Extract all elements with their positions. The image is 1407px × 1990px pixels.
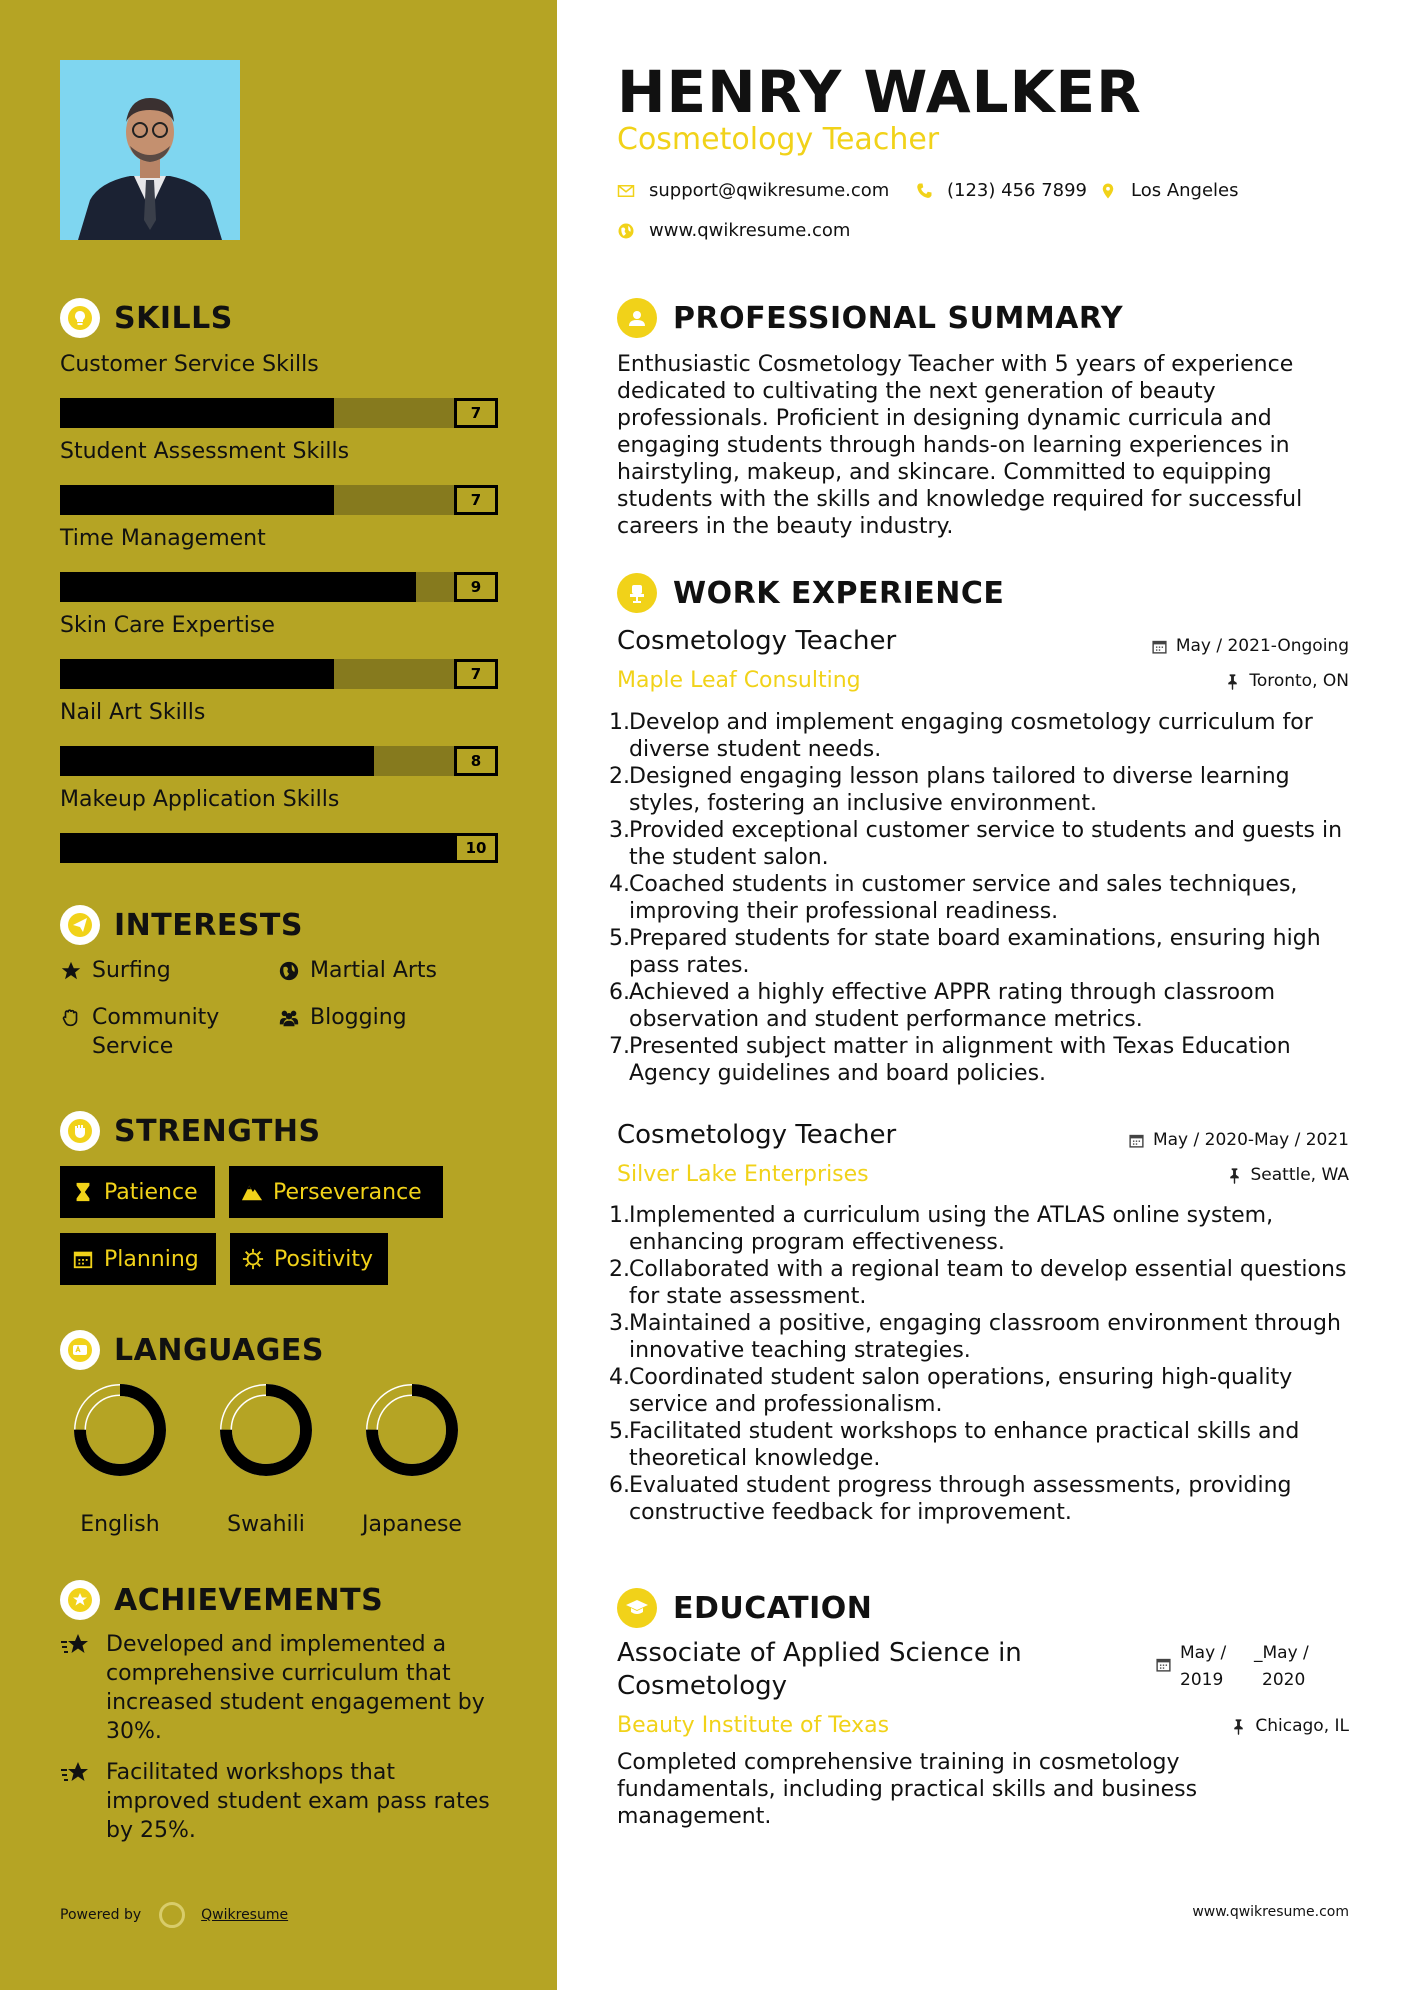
job-location	[1224, 671, 1349, 691]
responsibility-item	[609, 763, 1359, 817]
education-date	[1155, 1640, 1309, 1694]
language-item	[342, 1380, 482, 1537]
item-number: 3.	[609, 1311, 630, 1336]
language-item	[196, 1380, 336, 1537]
calendar-icon	[1128, 1132, 1145, 1149]
language-label: English	[80, 1512, 160, 1537]
hand-icon	[60, 1007, 82, 1029]
strength-label: Patience	[104, 1179, 198, 1205]
language-item	[50, 1380, 190, 1537]
pushpin-icon	[1230, 1718, 1247, 1735]
fist-icon	[60, 1111, 100, 1151]
shooting-star-icon	[60, 1630, 90, 1660]
item-number: 4.	[609, 1365, 630, 1390]
item-number: 1.	[609, 710, 630, 735]
skills-title: SKILLS	[114, 300, 233, 336]
strength-label: Perseverance	[273, 1179, 422, 1205]
responsibility-text: Coordinated student salon operations, ensuring high-quality service and professionalism.	[629, 1365, 1293, 1417]
job-responsibilities	[609, 1202, 1359, 1526]
interest-blogging	[278, 1003, 407, 1032]
contact-phone[interactable]	[915, 180, 1087, 201]
interest-label: Martial Arts	[310, 958, 438, 983]
interest-label: Surfing	[92, 958, 171, 983]
skill-item	[60, 437, 498, 515]
date-start-line: May /	[1180, 1643, 1227, 1663]
skill-label: Skin Care Expertise	[60, 613, 275, 638]
star-icon	[60, 960, 82, 982]
responsibility-item	[609, 1256, 1359, 1310]
strength-label: Planning	[104, 1246, 199, 1272]
powered-by	[60, 1902, 288, 1928]
job-date	[1151, 636, 1349, 656]
achievement-text: Facilitated workshops that improved student exam pass rates by 25%.	[106, 1760, 490, 1843]
strength-positivity	[230, 1233, 388, 1285]
strengths-title: STRENGTHS	[114, 1113, 321, 1149]
education-description: Completed comprehensive training in cosmetology fundamentals, including practical skills and business management.	[617, 1750, 1198, 1829]
date-end-line: _May /	[1254, 1643, 1309, 1663]
calendar-icon	[72, 1248, 94, 1270]
job-location-text: Toronto, ON	[1249, 671, 1349, 691]
skill-label: Makeup Application Skills	[60, 787, 340, 812]
responsibility-item	[609, 817, 1359, 871]
job-company: Maple Leaf Consulting	[617, 668, 861, 693]
achievement-item	[60, 1758, 500, 1845]
sun-icon	[242, 1248, 264, 1270]
skill-label: Time Management	[60, 526, 266, 551]
interest-label: Community Service	[92, 1005, 220, 1059]
responsibility-item	[609, 1202, 1359, 1256]
contact-location	[1099, 180, 1239, 201]
responsibility-item	[609, 1364, 1359, 1418]
calendar-icon	[1151, 638, 1168, 655]
responsibility-item	[609, 1033, 1359, 1087]
skill-bar-fill	[60, 659, 334, 689]
responsibility-item	[609, 709, 1359, 763]
responsibility-text: Prepared students for state board examinations, ensuring high pass rates.	[629, 926, 1321, 978]
skill-value: 7	[454, 659, 498, 689]
responsibility-text: Develop and implement engaging cosmetology curriculum for diverse student needs.	[629, 710, 1313, 762]
calendar-icon	[1155, 1656, 1172, 1673]
skill-item	[60, 785, 498, 863]
language-icon	[60, 1330, 100, 1370]
skill-item	[60, 350, 498, 428]
strength-perseverance	[229, 1166, 443, 1218]
item-number: 2.	[609, 764, 630, 789]
education-title: EDUCATION	[673, 1590, 873, 1626]
skill-bar	[60, 572, 498, 602]
footer-url[interactable]: www.qwikresume.com	[1192, 1904, 1349, 1920]
strength-planning	[60, 1233, 216, 1285]
job-title: Cosmetology Teacher	[617, 1120, 897, 1150]
date-start-year: 2019	[1180, 1670, 1224, 1690]
responsibility-text: Achieved a highly effective APPR rating through classroom observation and student performance metrics.	[629, 980, 1276, 1032]
website-text: www.qwikresume.com	[649, 220, 851, 241]
lightbulb-icon	[60, 298, 100, 338]
item-number: 2.	[609, 1257, 630, 1282]
responsibility-item	[609, 979, 1359, 1033]
responsibility-text: Coached students in customer service and sales techniques, improving their professional readiness.	[629, 872, 1298, 924]
language-ring	[70, 1380, 170, 1480]
job-company: Silver Lake Enterprises	[617, 1162, 869, 1187]
school-name: Beauty Institute of Texas	[617, 1713, 890, 1738]
skill-bar-fill	[60, 398, 334, 428]
candidate-name: HENRY WALKER	[617, 58, 1142, 126]
skill-bar	[60, 746, 498, 776]
responsibility-text: Maintained a positive, engaging classroom environment through innovative teaching strategies.	[629, 1311, 1341, 1363]
interest-surfing	[60, 956, 171, 985]
degree-line-2: Cosmetology	[617, 1671, 788, 1701]
skill-label: Nail Art Skills	[60, 700, 206, 725]
responsibility-text: Designed engaging lesson plans tailored to diverse learning styles, fostering an inclusive environment.	[629, 764, 1290, 816]
education-location	[1230, 1716, 1349, 1736]
responsibility-text: Provided exceptional customer service to students and guests in the student salon.	[629, 818, 1343, 870]
pushpin-icon	[1226, 1167, 1243, 1184]
work-title: WORK EXPERIENCE	[673, 575, 1005, 611]
item-number: 5.	[609, 926, 630, 951]
responsibility-item	[609, 1310, 1359, 1364]
globe-icon	[617, 222, 635, 240]
map-pin-icon	[1099, 182, 1117, 200]
hourglass-icon	[72, 1181, 94, 1203]
responsibility-text: Facilitated student workshops to enhance practical skills and theoretical knowledge.	[629, 1419, 1300, 1471]
achievements-header	[60, 1580, 383, 1620]
skill-value: 7	[454, 485, 498, 515]
skill-bar-fill	[60, 833, 454, 863]
education-date-start	[1180, 1640, 1254, 1694]
skills-header	[60, 298, 233, 338]
person-image	[60, 60, 240, 240]
skill-label: Student Assessment Skills	[60, 439, 350, 464]
responsibility-item	[609, 871, 1359, 925]
item-number: 5.	[609, 1419, 630, 1444]
users-icon	[278, 1007, 300, 1029]
skill-bar	[60, 485, 498, 515]
responsibility-text: Evaluated student progress through assessments, providing constructive feedback for improvement.	[629, 1473, 1292, 1525]
item-number: 7.	[609, 1034, 630, 1059]
achievement-text: Developed and implemented a comprehensive curriculum that increased student engagement by 30%.	[106, 1632, 485, 1744]
summary-header	[617, 298, 1123, 338]
skill-bar-fill	[60, 572, 416, 602]
skill-value: 10	[454, 833, 498, 863]
skill-bar-fill	[60, 746, 374, 776]
globe-icon	[278, 960, 300, 982]
interest-label: Blogging	[310, 1005, 407, 1030]
skill-label: Customer Service Skills	[60, 352, 319, 377]
language-ring	[362, 1380, 462, 1480]
skill-value: 8	[454, 746, 498, 776]
qwikresume-link[interactable]: Qwikresume	[201, 1907, 289, 1923]
language-label: Swahili	[227, 1512, 305, 1537]
date-end-year: 2020	[1262, 1670, 1306, 1690]
skill-item	[60, 698, 498, 776]
email-text: support@qwikresume.com	[649, 180, 890, 201]
job-location-text: Seattle, WA	[1250, 1165, 1349, 1185]
interest-martial-arts	[278, 956, 437, 985]
paper-plane-icon	[60, 905, 100, 945]
education-header	[617, 1588, 872, 1628]
mountain-icon	[241, 1181, 263, 1203]
contact-email[interactable]	[617, 180, 889, 201]
user-icon	[617, 298, 657, 338]
education-date-end	[1254, 1640, 1309, 1694]
sidebar	[0, 0, 557, 1990]
candidate-role: Cosmetology Teacher	[617, 122, 940, 157]
item-number: 1.	[609, 1203, 630, 1228]
responsibility-item	[609, 1472, 1359, 1526]
responsibility-item	[609, 1418, 1359, 1472]
phone-text: (123) 456 7899	[947, 180, 1088, 201]
shooting-star-icon	[60, 1758, 90, 1788]
item-number: 6.	[609, 980, 630, 1005]
skill-bar	[60, 659, 498, 689]
main-content	[557, 0, 1407, 1990]
skill-item	[60, 611, 498, 689]
summary-title: PROFESSIONAL SUMMARY	[673, 300, 1124, 336]
skill-value: 7	[454, 398, 498, 428]
summary-text: Enthusiastic Cosmetology Teacher with 5 years of experience dedicated to cultivating the next generation of beauty professionals. Proficient in designing dynamic curricula and engaging students through hands-on learning experiences in hairstyling, makeup, and skincare. Committed to equipping students with the skills and knowledge required for successful careers in the beauty industry.	[617, 352, 1303, 539]
skill-bar	[60, 398, 498, 428]
skill-value: 9	[454, 572, 498, 602]
responsibility-text: Collaborated with a regional team to develop essential questions for state assessment.	[629, 1257, 1347, 1309]
interest-community-service	[60, 1003, 260, 1061]
languages-title: LANGUAGES	[114, 1332, 324, 1368]
degree-line-1: Associate of Applied Science in	[617, 1638, 1022, 1668]
pushpin-icon	[1224, 673, 1241, 690]
strengths-header	[60, 1111, 321, 1151]
interests-header	[60, 905, 303, 945]
responsibility-item	[609, 925, 1359, 979]
strength-label: Positivity	[274, 1246, 374, 1272]
responsibility-text: Implemented a curriculum using the ATLAS online system, enhancing program effectiveness.	[629, 1203, 1274, 1255]
star-badge-icon	[60, 1580, 100, 1620]
education-location-text: Chicago, IL	[1255, 1716, 1349, 1736]
language-ring	[216, 1380, 316, 1480]
interests-title: INTERESTS	[114, 907, 303, 943]
job-date-text: May / 2021-Ongoing	[1175, 636, 1349, 656]
strength-patience	[60, 1166, 215, 1218]
achievement-item	[60, 1630, 500, 1746]
languages-header	[60, 1330, 324, 1370]
skill-bar	[60, 833, 498, 863]
skill-bar-fill	[60, 485, 334, 515]
phone-icon	[915, 182, 933, 200]
item-number: 6.	[609, 1473, 630, 1498]
item-number: 3.	[609, 818, 630, 843]
briefcase-chair-icon	[617, 573, 657, 613]
degree-title	[617, 1637, 1022, 1703]
job-date	[1128, 1130, 1349, 1150]
job-date-text: May / 2020-May / 2021	[1152, 1130, 1349, 1150]
profile-photo	[60, 60, 240, 240]
powered-prefix: Powered by	[60, 1907, 142, 1923]
work-header	[617, 573, 1004, 613]
envelope-icon	[617, 182, 635, 200]
achievements-title: ACHIEVEMENTS	[114, 1582, 384, 1618]
job-title: Cosmetology Teacher	[617, 626, 897, 656]
language-label: Japanese	[362, 1512, 462, 1537]
job-responsibilities	[609, 709, 1359, 1087]
qwikresume-logo-icon	[159, 1902, 185, 1928]
item-number: 4.	[609, 872, 630, 897]
skill-item	[60, 524, 498, 602]
graduation-icon	[617, 1588, 657, 1628]
location-text: Los Angeles	[1131, 180, 1239, 201]
responsibility-text: Presented subject matter in alignment with Texas Education Agency guidelines and board policies.	[629, 1034, 1291, 1086]
contact-website[interactable]	[617, 220, 850, 241]
job-location	[1226, 1165, 1350, 1185]
